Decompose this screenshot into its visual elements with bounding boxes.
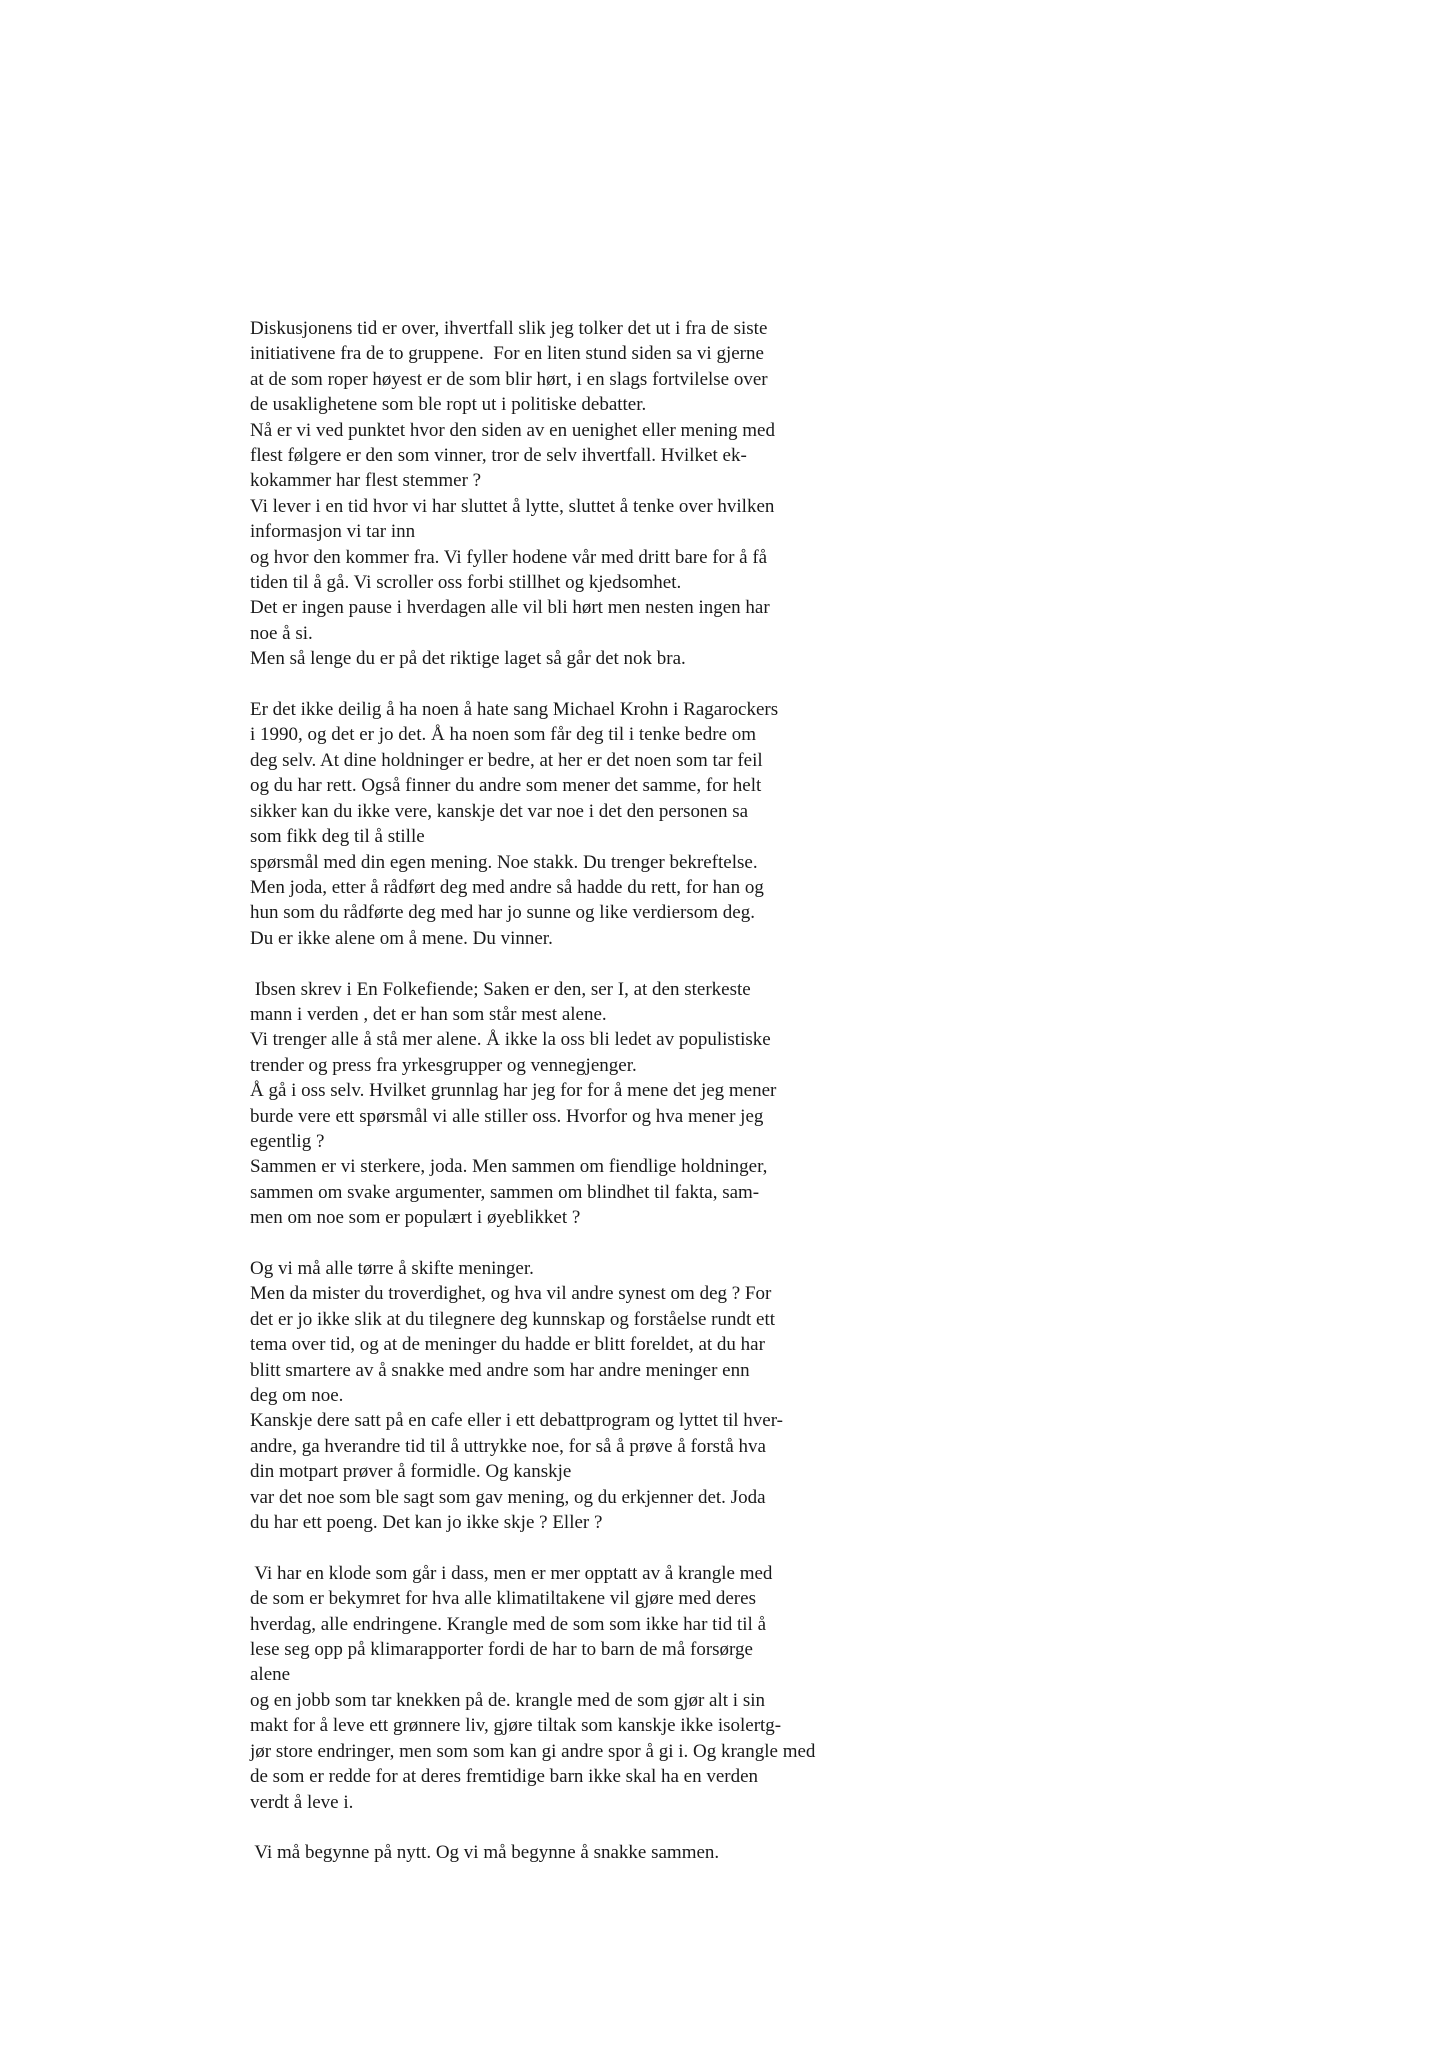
text-line: lese seg opp på klimarapporter fordi de har to barn de må forsørge (250, 1639, 753, 1661)
text-line: Men så lenge du er på det riktige laget så går det nok bra. (250, 648, 686, 670)
text-line: du har ett poeng. Det kan jo ikke skje ? Eller ? (250, 1512, 603, 1534)
text-line: sammen om svake argumenter, sammen om blindhet til fakta, sam- (250, 1181, 760, 1203)
text-line: jør store endringer, men som som kan gi andre spor å gi i. Og krangle med (250, 1740, 816, 1762)
text-line: sikker kan du ikke vere, kanskje det var noe i det den personen sa (250, 800, 749, 822)
text-line: Du er ikke alene om å mene. Du vinner. (250, 927, 553, 949)
text-line: hverdag, alle endringene. Krangle med de som som ikke har tid til å (250, 1613, 767, 1635)
text-line: kokammer har flest stemmer ? (250, 470, 482, 492)
text-line: egentlig ? (250, 1130, 325, 1152)
text-line: Vi må begynne på nytt. Og vi må begynne å snakke sammen. (250, 1842, 720, 1864)
text-line: noe å si. (250, 622, 313, 644)
text-line: som fikk deg til å stille (250, 826, 425, 848)
paragraph (250, 316, 850, 672)
paragraph (250, 1256, 850, 1535)
text-line: spørsmål med din egen mening. Noe stakk. Du trenger bekreftelse. (250, 851, 758, 873)
text-line: deg om noe. (250, 1385, 344, 1407)
paragraph (250, 697, 850, 951)
text-line: i 1990, og det er jo det. Å ha noen som får deg til i tenke bedre om (250, 724, 757, 746)
text-line: Ibsen skrev i En Folkefiende; Saken er den, ser I, at den sterkeste (250, 978, 751, 1000)
text-line: men om noe som er populært i øyeblikket ? (250, 1207, 581, 1229)
text-line: flest følgere er den som vinner, tror de selv ihvertfall. Hvilket ek- (250, 445, 747, 467)
text-line: din motpart prøver å formidle. Og kanskje (250, 1461, 572, 1483)
text-line: Vi har en klode som går i dass, men er mer opptatt av å krangle med (250, 1562, 773, 1584)
text-line: Nå er vi ved punktet hvor den siden av en uenighet eller mening med (250, 419, 775, 441)
text-line: Og vi må alle tørre å skifte meninger. (250, 1257, 534, 1279)
text-line: det er jo ikke slik at du tilegnere deg kunnskap og forståelse rundt ett (250, 1308, 775, 1330)
text-line: og hvor den kommer fra. Vi fyller hodene vår med dritt bare for å få (250, 546, 768, 568)
paragraph (250, 977, 850, 1231)
text-line: andre, ga hverandre tid til å uttrykke noe, for så å prøve å forstå hva (250, 1435, 766, 1457)
text-line: de usaklighetene som ble ropt ut i politiske debatter. (250, 394, 647, 416)
text-line: at de som roper høyest er de som blir hørt, i en slags fortvilelse over (250, 368, 768, 390)
essay-text (250, 316, 850, 1891)
paragraph (250, 1561, 850, 1815)
text-line: Men joda, etter å rådført deg med andre så hadde du rett, for han og (250, 876, 764, 898)
text-line: Er det ikke deilig å ha noen å hate sang Michael Krohn i Ragarockers (250, 699, 779, 721)
text-line: de som er bekymret for hva alle klimatiltakene vil gjøre med deres (250, 1588, 756, 1610)
text-line: tiden til å gå. Vi scroller oss forbi stillhet og kjedsomhet. (250, 572, 682, 594)
text-line: verdt å leve i. (250, 1791, 354, 1813)
text-line: initiativene fra de to gruppene. For en liten stund siden sa vi gjerne (250, 343, 764, 365)
text-line: Diskusjonens tid er over, ihvertfall slik jeg tolker det ut i fra de siste (250, 318, 768, 339)
text-line: blitt smartere av å snakke med andre som har andre meninger enn (250, 1359, 750, 1381)
paragraph (250, 1840, 850, 1865)
text-line: Vi lever i en tid hvor vi har sluttet å lytte, sluttet å tenke over hvilken (250, 495, 775, 517)
text-line: burde vere ett spørsmål vi alle stiller oss. Hvorfor og hva mener jeg (250, 1105, 764, 1127)
text-line: makt for å leve ett grønnere liv, gjøre tiltak som kanskje ikke isolertg- (250, 1715, 782, 1737)
text-line: Vi trenger alle å stå mer alene. Å ikke la oss bli ledet av populistiske (250, 1029, 771, 1051)
text-line: alene (250, 1664, 291, 1686)
text-line: og en jobb som tar knekken på de. krangle med de som gjør alt i sin (250, 1689, 765, 1711)
text-line: tema over tid, og at de meninger du hadde er blitt foreldet, at du har (250, 1334, 765, 1356)
text-line: Sammen er vi sterkere, joda. Men sammen om fiendlige holdninger, (250, 1156, 768, 1178)
text-line: informasjon vi tar inn (250, 521, 416, 543)
text-line: Å gå i oss selv. Hvilket grunnlag har jeg for for å mene det jeg mener (250, 1080, 777, 1102)
text-line: de som er redde for at deres fremtidige barn ikke skal ha en verden (250, 1766, 759, 1788)
text-line: mann i verden , det er han som står mest alene. (250, 1003, 607, 1025)
text-line: og du har rett. Også finner du andre som mener det samme, for helt (250, 775, 762, 797)
text-line: Men da mister du troverdighet, og hva vil andre synest om deg ? For (250, 1283, 772, 1305)
text-line: hun som du rådførte deg med har jo sunne og like verdiersom deg. (250, 902, 755, 924)
text-line: deg selv. At dine holdninger er bedre, at her er det noen som tar feil (250, 749, 763, 771)
text-line: Det er ingen pause i hverdagen alle vil bli hørt men nesten ingen har (250, 597, 770, 619)
text-line: Kanskje dere satt på en cafe eller i ett debattprogram og lyttet til hver- (250, 1410, 783, 1432)
text-line: var det noe som ble sagt som gav mening, og du erkjenner det. Joda (250, 1486, 766, 1508)
text-line: trender og press fra yrkesgrupper og vennegjenger. (250, 1054, 637, 1076)
